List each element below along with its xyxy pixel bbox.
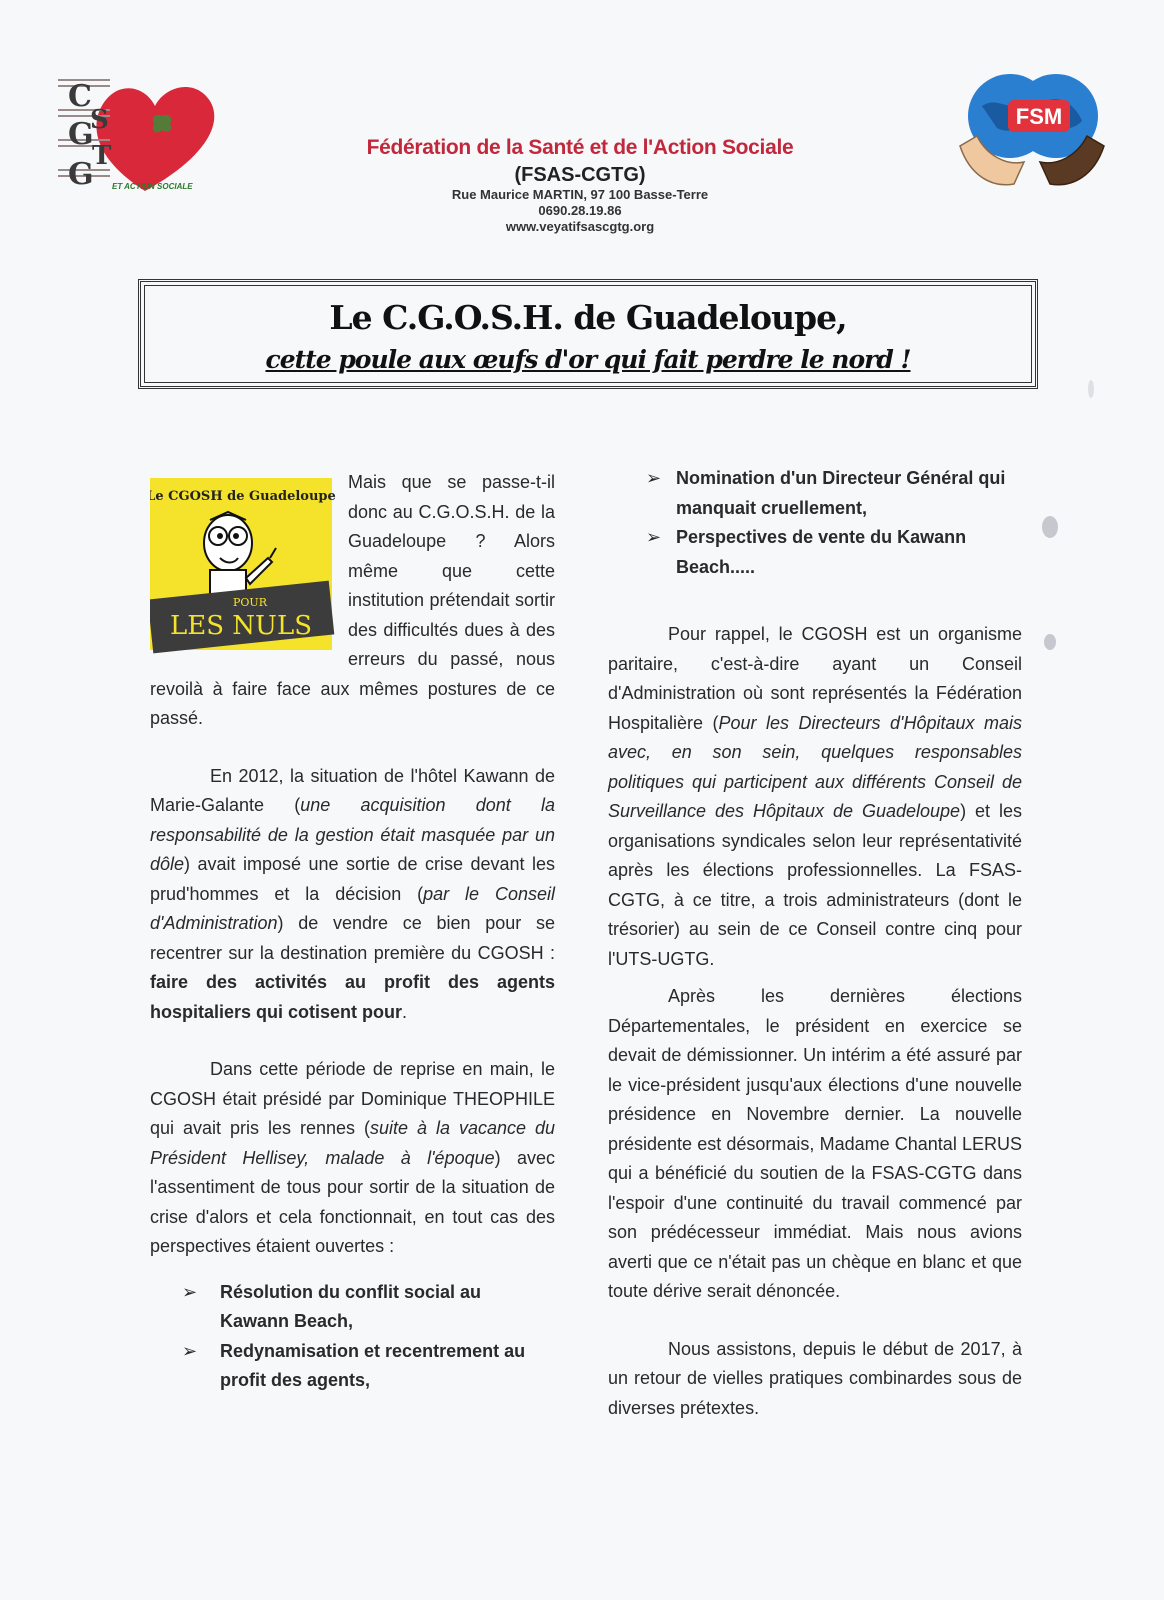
paragraph-pour-rappel: Pour rappel, le CGOSH est un organisme paritaire, c'est-à-dire ayant un Conseil d'Administration où sont représentés la Fédération Hospitalière (Pour les Directeurs d'Hôpitaux mais avec, en son sein, quelques responsables politiques qui participent aux différents Conseil de Surveillance des Hôpitaux de Guadeloupe) et les organisations syndicales selon leur représentativité après les élections professionnelles. La FSAS-CGTG, à ce titre, a trois administrateurs (dont le trésorier) au sein de ce Conseil contre cinq pour l'UTS-UGTG. [608, 624, 1022, 969]
scan-speck [1042, 516, 1058, 538]
arrow-bullet-icon: ➢ [182, 1281, 198, 1302]
svg-text:FSM: FSM [1015, 104, 1063, 129]
right-column [608, 464, 1022, 1423]
scan-speck [1088, 380, 1094, 398]
scan-speck [1044, 634, 1056, 650]
left-bullet-list [150, 1278, 555, 1396]
svg-text:G: G [68, 157, 94, 192]
list-item: ➢ Redynamisation et recentrement au profit des agents, [150, 1337, 555, 1396]
organisation-acronym: (FSAS-CGTG) [514, 164, 646, 186]
arrow-bullet-icon: ➢ [182, 1340, 198, 1361]
left-column [150, 468, 555, 1396]
organisation-website: www.veyatifsascgtg.org [505, 219, 655, 234]
fsm-logo [952, 66, 1112, 196]
organisation-header [330, 136, 830, 235]
illustration-spacer [150, 468, 348, 666]
svg-text:G: G [68, 117, 94, 152]
heart-icon [50, 66, 230, 200]
organisation-address: Rue Maurice MARTIN, 97 100 Basse-Terre [451, 187, 709, 202]
svg-text:S: S [90, 105, 109, 135]
intro-paragraph: Mais que se passe-t-il donc au C.G.O.S.H. de la Guadeloupe ? Alors même que cette institution prétendait sortir des difficultés dues à des erreurs du passé, nous revoilà à faire face aux mêmes postures de ce passé. [150, 472, 555, 728]
svg-text:T: T [92, 141, 112, 171]
svg-text:C: C [68, 79, 92, 114]
cartoon-les-nuls: LES NULS [169, 611, 313, 641]
svg-text:ET ACTION SOCIALE: ET ACTION SOCIALE [112, 182, 193, 191]
arrow-bullet-icon: ➢ [646, 527, 662, 547]
cartoon-top-text: Le CGOSH de Guadeloupe [150, 489, 336, 504]
organisation-name: Fédération de la Santé et de l'Action Sociale [366, 136, 794, 159]
list-item: ➢ Nomination d'un Directeur Général qui manquait cruellement, [608, 464, 1022, 523]
article-title: Le C.G.O.S.H. de Guadeloupe, [329, 298, 847, 337]
article-subtitle: cette poule aux œufs d'or qui fait perdre le nord ! [265, 345, 911, 374]
organisation-phone: 0690.28.19.86 [538, 203, 622, 218]
globe-icon [952, 66, 1112, 196]
cgtg-sante-logo [50, 66, 230, 200]
cartoon-pour: POUR [233, 596, 267, 609]
article-title-box [138, 279, 1038, 389]
paragraph-2017: Nous assistons, depuis le début de 2017, à un retour de vielles pratiques combinardes sous de diverses prétextes. [608, 1338, 1022, 1418]
right-bullet-list [608, 464, 1022, 582]
list-item: ➢ Résolution du conflit social au Kawann Beach, [150, 1278, 555, 1337]
list-item: ➢ Perspectives de vente du Kawann Beach..... [608, 523, 1022, 582]
paragraph-elections: Après les dernières élections Départementales, le président en exercice se devait de démissionner. Un intérim a été assuré par le vice-président jusqu'aux élections d'une nouvelle présidence en Novembre dernier. La nouvelle présidente est désormais, Madame Chantal LERUS qui a bénéficié du soutien de la FSAS-CGTG dans l'espoir d'une continuité du travail commencé par son prédécesseur immédiat. Mais nous avions averti que ce n'était pas un chèque en blanc et que toute dérive serait dénoncée. [608, 986, 1022, 1301]
arrow-bullet-icon: ➢ [646, 468, 662, 488]
paragraph-reprise: Dans cette période de reprise en main, le CGOSH était présidé par Dominique THEOPHILE qui avait pris les rennes (suite à la vacance du Président Hellisey, malade à l'époque) avec l'assentiment de tous pour sortir de la situation de crise d'alors et cela fonctionnait, en tout cas des perspectives étaient ouvertes : [150, 1059, 555, 1256]
paragraph-2012: En 2012, la situation de l'hôtel Kawann de Marie-Galante (une acquisition dont la responsabilité de la gestion était masquée par un dôle) avait imposé une sortie de crise devant les prud'hommes et la décision (par le Conseil d'Administration) de vendre ce bien pour se recentrer sur la destination première du CGOSH : faire des activités au profit des agents hospitaliers qui cotisent pour. [150, 765, 555, 1022]
